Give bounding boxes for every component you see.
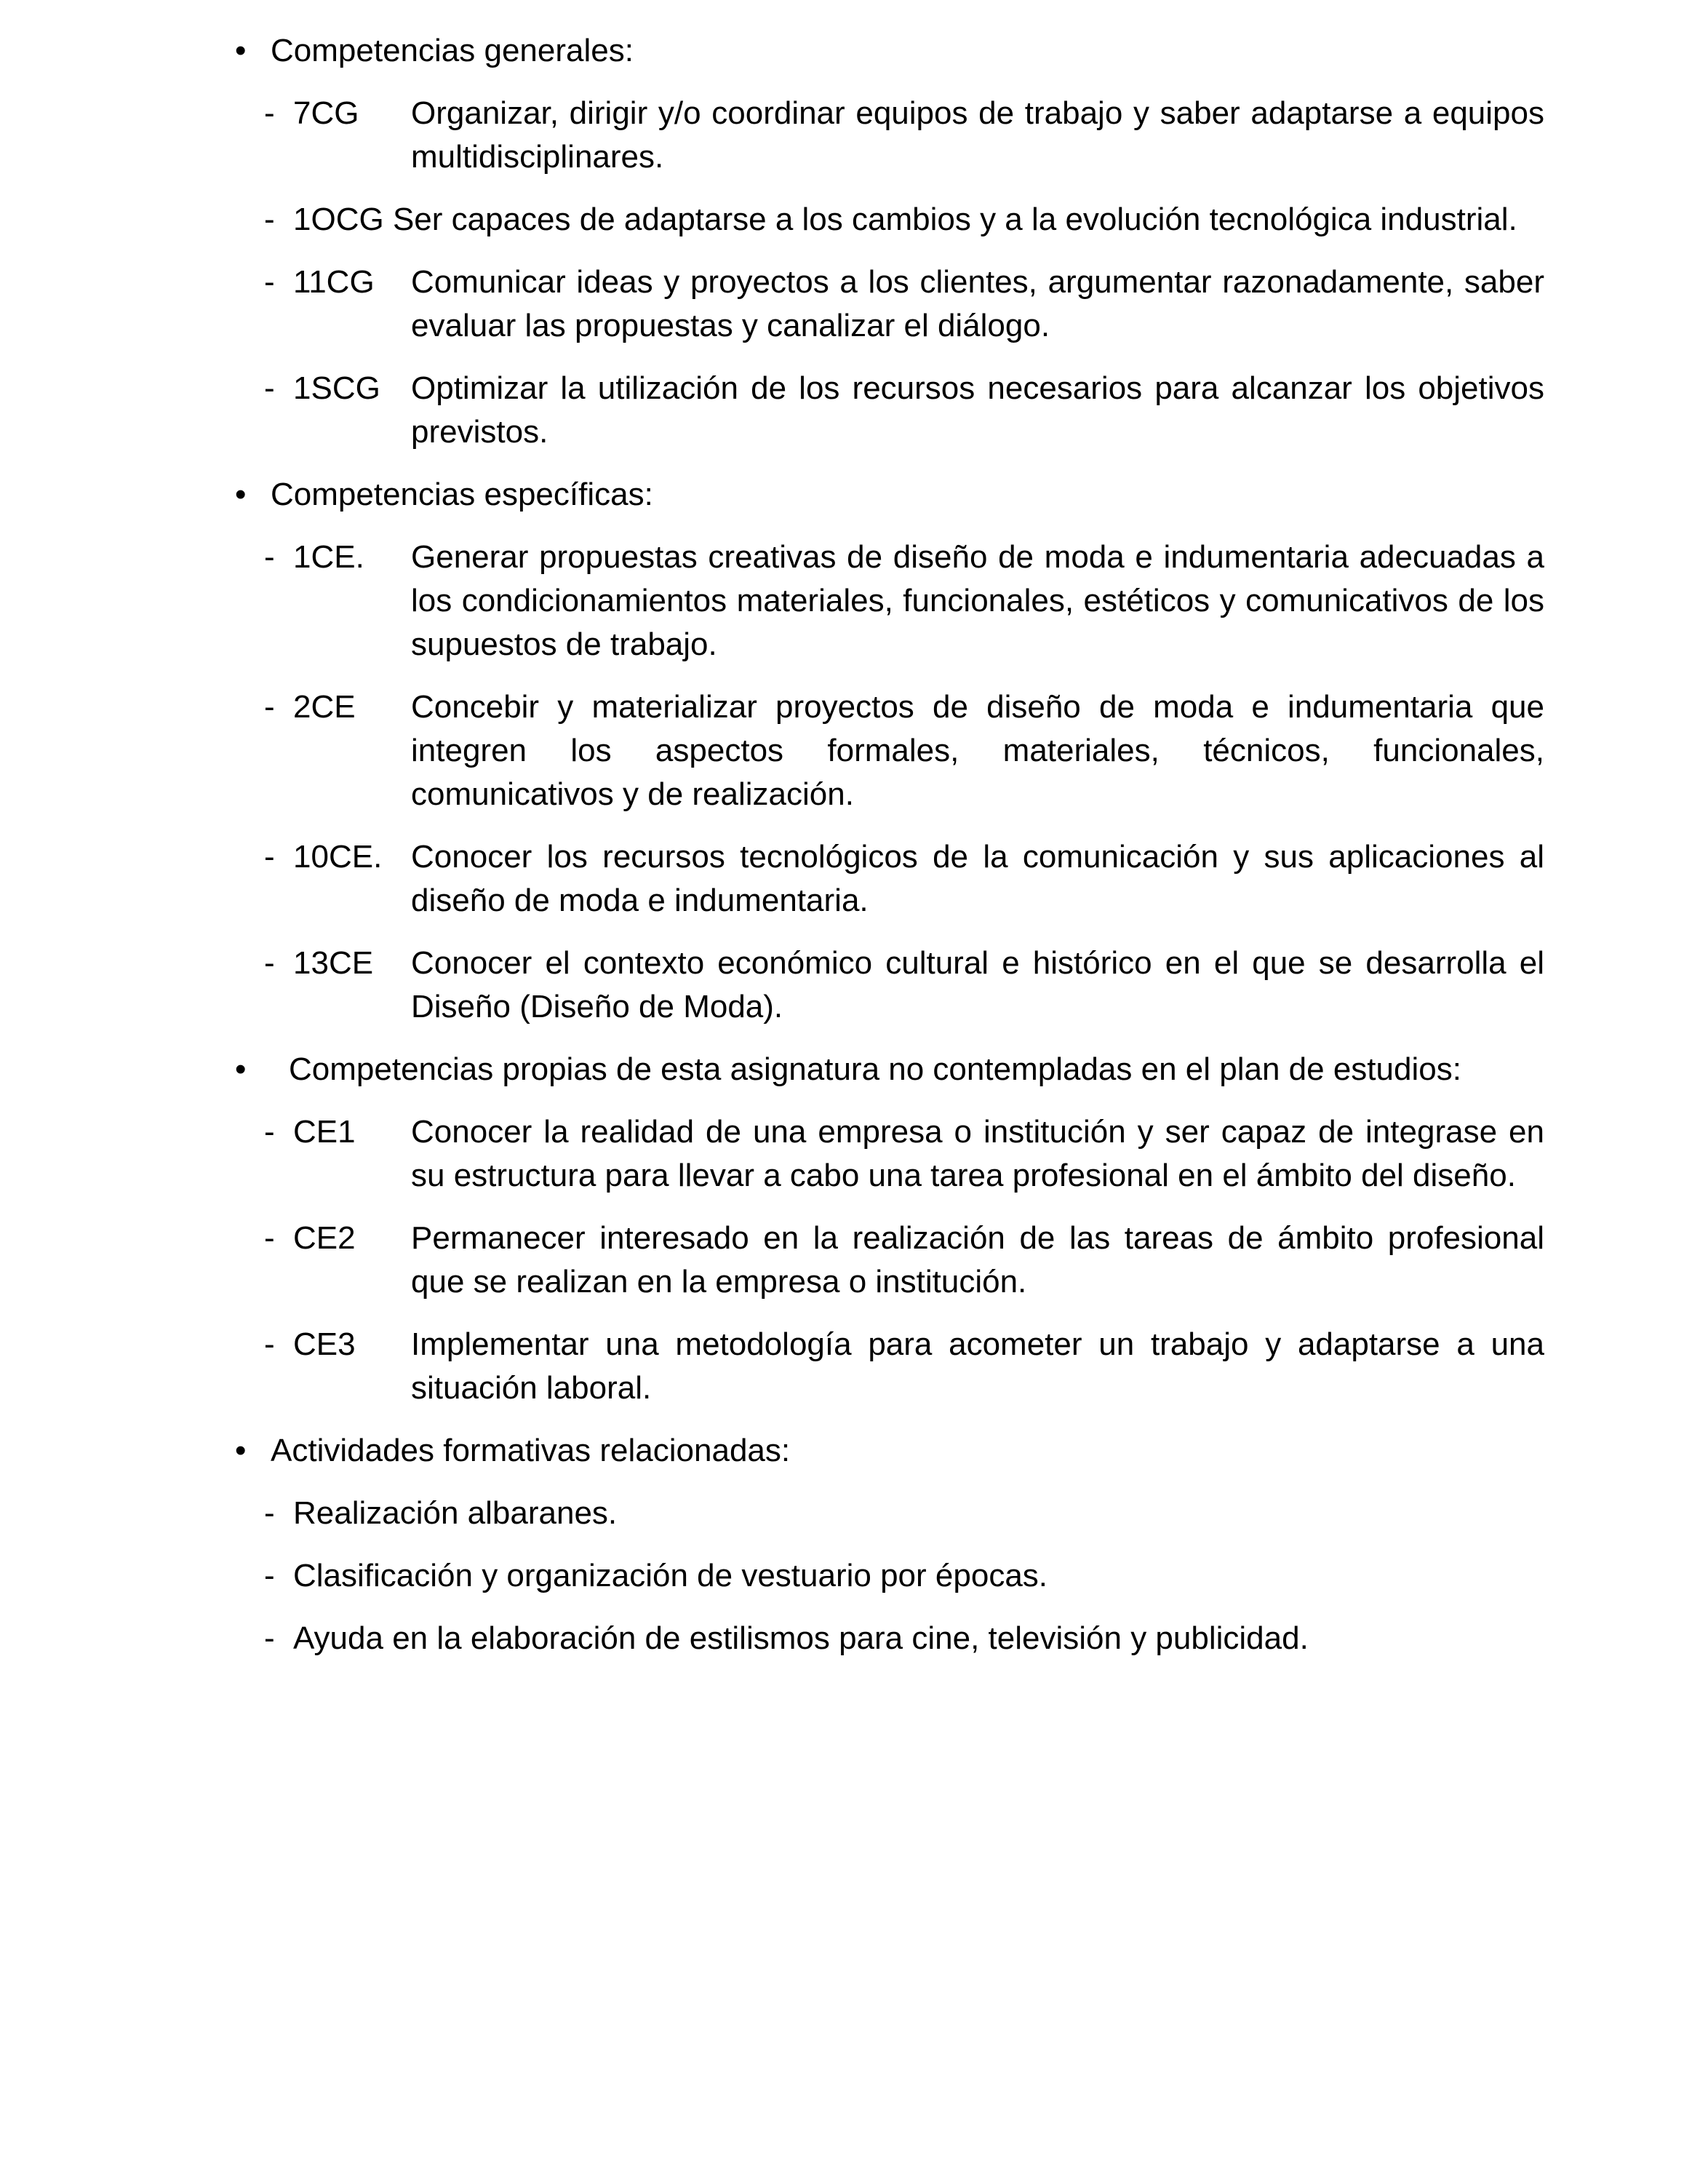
item-label: 10CE. <box>293 839 383 875</box>
item-text: Optimizar la utilización de los recursos necesarios para alcanzar los objetivos previstos. <box>411 370 1544 450</box>
list-item <box>264 1492 1708 1535</box>
dash-icon: - <box>264 1114 275 1150</box>
list-item <box>264 92 1708 179</box>
item-text: Ayuda en la elaboración de estilismos para cine, televisión y publicidad. <box>293 1620 1309 1656</box>
list-item <box>264 1554 1708 1598</box>
list-item <box>264 942 1708 1029</box>
dash-icon: - <box>264 1495 275 1531</box>
bullet-icon: • <box>235 477 247 512</box>
heading-text: Actividades formativas relacionadas: <box>271 1433 791 1468</box>
list-item <box>264 1617 1708 1660</box>
dash-icon: - <box>264 1558 275 1593</box>
item-text: Organizar, dirigir y/o coordinar equipos de trabajo y saber adaptarse a equipos multidisciplinares. <box>411 95 1544 175</box>
item-label: 7CG <box>293 95 359 131</box>
dash-icon: - <box>264 202 275 237</box>
dash-icon: - <box>264 95 275 131</box>
section-actividades-formativas <box>235 1429 1708 1660</box>
item-text: Realización albaranes. <box>293 1495 618 1531</box>
item-text <box>293 198 1544 242</box>
list-item <box>264 835 1708 923</box>
list-item <box>264 1217 1708 1304</box>
dash-icon: - <box>264 945 275 981</box>
item-text: Conocer el contexto económico cultural e histórico en el que se desarrolla el Diseño (Diseño de Moda). <box>411 945 1544 1024</box>
dash-icon: - <box>264 539 275 575</box>
heading-text: Competencias generales: <box>271 33 634 68</box>
item-text-inline: Ser capaces de adaptarse a los cambios y a la evolución tecnológica industrial. <box>392 202 1517 237</box>
item-text: Implementar una metodología para acometer un trabajo y adaptarse a una situación laboral. <box>411 1326 1544 1406</box>
item-label: CE2 <box>293 1220 356 1256</box>
heading-text: Competencias específicas: <box>271 477 653 512</box>
item-text: Conocer la realidad de una empresa o institución y ser capaz de integrase en su estructura para llevar a cabo una tarea profesional en el ámbito del diseño. <box>411 1114 1544 1193</box>
section-competencias-especificas <box>235 473 1708 1029</box>
item-label: 1SCG <box>293 370 380 406</box>
item-label: CE3 <box>293 1326 356 1362</box>
list-item <box>264 260 1708 348</box>
item-text: Permanecer interesado en la realización de las tareas de ámbito profesional que se realizan en la empresa o institución. <box>411 1220 1544 1300</box>
bullet-icon: • <box>235 33 247 68</box>
section-heading <box>235 473 1708 517</box>
item-label: 11CG <box>293 264 375 300</box>
list-item <box>264 685 1708 816</box>
item-label: 2CE <box>293 689 356 725</box>
dash-icon: - <box>264 839 275 875</box>
dash-icon: - <box>264 1620 275 1656</box>
dash-icon: - <box>264 264 275 300</box>
bullet-icon: • <box>235 1433 247 1468</box>
item-label: 1CE. <box>293 539 364 575</box>
list-item <box>264 367 1708 454</box>
bullet-icon: • <box>235 1051 247 1087</box>
item-text: Comunicar ideas y proyectos a los clientes, argumentar razonadamente, saber evaluar las propuestas y canalizar el diálogo. <box>411 264 1544 343</box>
item-label: 13CE <box>293 945 374 981</box>
list-item <box>264 1110 1708 1198</box>
section-heading <box>235 1048 1708 1091</box>
item-text: Clasificación y organización de vestuario por épocas. <box>293 1558 1048 1593</box>
dash-icon: - <box>264 370 275 406</box>
section-heading <box>235 1429 1708 1473</box>
item-text: Generar propuestas creativas de diseño de moda e indumentaria adecuadas a los condicionamientos materiales, funcionales, estéticos y comunicativos de los supuestos de trabajo. <box>411 539 1544 662</box>
heading-text: Competencias propias de esta asignatura no contempladas en el plan de estudios: <box>289 1051 1461 1087</box>
section-heading <box>235 29 1708 73</box>
item-label: CE1 <box>293 1114 356 1150</box>
item-text: Conocer los recursos tecnológicos de la comunicación y sus aplicaciones al diseño de moda e indumentaria. <box>411 839 1544 918</box>
list-item <box>264 536 1708 666</box>
dash-icon: - <box>264 689 275 725</box>
item-label: 1OCG <box>293 202 384 237</box>
dash-icon: - <box>264 1220 275 1256</box>
list-item <box>264 1323 1708 1410</box>
list-item <box>264 198 1708 242</box>
section-competencias-generales <box>235 29 1708 454</box>
section-competencias-propias <box>235 1048 1708 1410</box>
dash-icon: - <box>264 1326 275 1362</box>
item-text: Concebir y materializar proyectos de diseño de moda e indumentaria que integren los aspectos formales, materiales, técnicos, funcionales, comunicativos y de realización. <box>411 689 1544 812</box>
